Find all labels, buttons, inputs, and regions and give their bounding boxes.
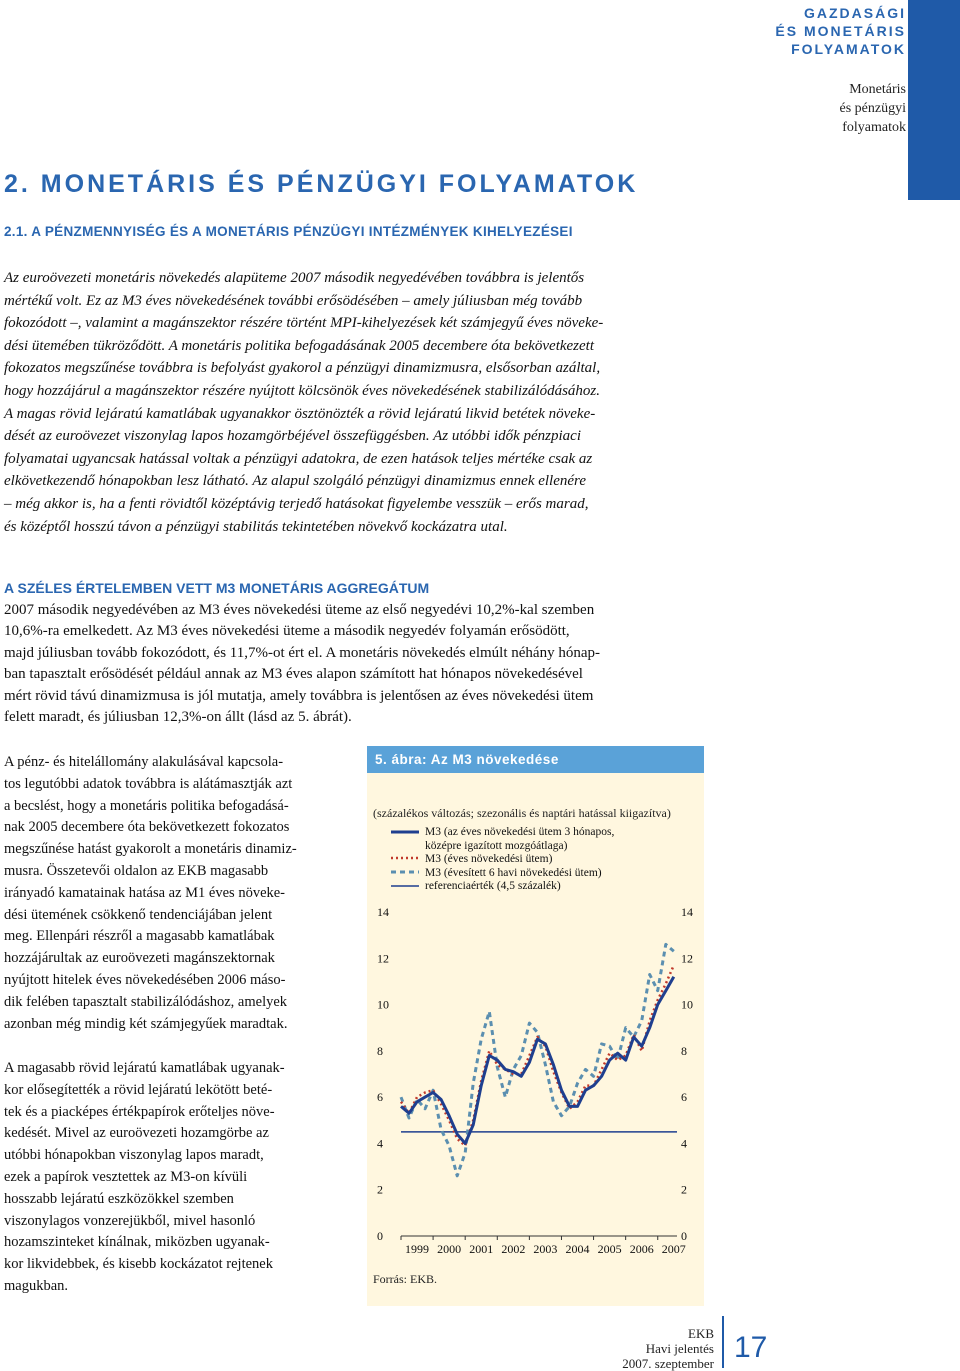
left-column-paragraph-2 (4, 1058, 345, 1298)
intro-paragraph (4, 267, 704, 538)
left-line: azonban még mindig két számjegyűek maradtak. (4, 1015, 288, 1032)
left-line: hozamszinteket kínálnak, miközben ugyanak- (4, 1234, 270, 1251)
header-section-title (775, 4, 906, 58)
header-sub-1: Monetáris (849, 82, 906, 97)
intro-line: Az euroövezeti monetáris növekedés alapüteme 2007 második negyedévében továbbra is jelentős (4, 270, 585, 286)
y-tick-label-left: 0 (377, 1229, 383, 1243)
intro-line: fokozatos megszűnése továbbra is befolyást gyakorol a pénzügyi dinamizmusra, elsősorban azáltal, (4, 360, 601, 377)
footer-publication (622, 1326, 714, 1371)
intro-line: – még akkor is, ha a fenti rövidtől középtávig terjedő hatásokat figyelembe vesszük – erős marad, (4, 495, 589, 512)
figure-box (367, 746, 704, 1306)
body-line: 2007 második negyedévében az M3 éves növekedési üteme az első negyedévi 10,2%-kal szemben (4, 602, 595, 618)
y-tick-label-right: 6 (681, 1090, 687, 1105)
y-tick-label-right: 12 (681, 951, 693, 966)
left-line: viszonylagos vonzerejükből, mivel hasonló (4, 1212, 256, 1229)
header-line-2: ÉS MONETÁRIS (775, 23, 906, 39)
intro-line: mértékű volt. Ez az M3 éves növekedésének további erősödésében – amely júliusban még tovább (4, 292, 583, 309)
y-tick-label-left: 14 (377, 905, 389, 919)
left-line: hozzájárultak az euroövezeti magánszektornak (4, 950, 275, 967)
y-tick-label-right: 10 (681, 997, 693, 1012)
x-tick-label: 2004 (565, 1242, 590, 1256)
left-line: A pénz- és hitelállomány alakulásával kapcsola- (4, 754, 284, 770)
y-tick-label-left: 2 (377, 1182, 383, 1197)
header-line-3: FOLYAMATOK (791, 41, 906, 57)
y-tick-label-left: 12 (377, 951, 389, 966)
header-line-1: GAZDASÁGI (804, 5, 906, 21)
x-tick-label: 2003 (533, 1242, 558, 1256)
y-tick-label-right: 0 (681, 1229, 687, 1243)
y-tick-label-right: 8 (681, 1043, 687, 1058)
x-tick-label: 2002 (501, 1242, 526, 1256)
left-line: tos legutóbbi adatok továbbra is alátámasztják azt (4, 775, 293, 792)
legend-label-annual: M3 (éves növekedési ütem) (425, 853, 553, 865)
left-line: kor likvidebbek, és kisebb kockázatot rejtenek (4, 1256, 273, 1273)
header-subsection (840, 80, 906, 137)
legend-label-3m-average-1: M3 (az éves növekedési ütem 3 hónapos, (425, 826, 615, 838)
body-line: mért rövid távú dinamizmusa is jól mutatja, amely továbbra is jelentősen az éves növekedési ütem (4, 687, 594, 704)
body-line: majd júliusban tovább fokozódott, és 11,7%-ot ért el. A monetáris növekedés elmúlt néhány hónap- (4, 644, 600, 661)
footer-line-2: Havi jelentés (645, 1341, 714, 1356)
legend-label-3m-average-2: középre igazított mozgóátlaga) (425, 839, 568, 852)
figure-subtitle: (százalékos változás; szezonális és naptári hatással kiigazítva) (373, 806, 671, 820)
left-line: tek és a piacképes értékpapírok erőteljes növe- (4, 1103, 275, 1120)
figure-source: Forrás: EKB. (373, 1272, 437, 1286)
plot-area (377, 905, 693, 1256)
x-tick-label: 2000 (437, 1242, 462, 1256)
intro-line: és középtől hosszú távon a pénzügyi stabilitás tekintetében növekvő kockázatra utal. (4, 518, 508, 535)
header-sub-2: és pénzügyi (839, 101, 906, 116)
header-sub-3: folyamatok (842, 120, 906, 135)
y-tick-label-left: 10 (377, 997, 389, 1012)
intro-line: elkövetkezendő hónapokban lesz látható. Az alapul szolgáló pénzügyi dinamizmus ennek ellenére (4, 473, 586, 490)
left-line: ezek a papírok vesztettek az M3-on kívüli (4, 1168, 248, 1185)
left-line: dési ütemének csökkenő tendenciájában jelent (4, 906, 273, 923)
figure-title: 5. ábra: Az M3 növekedése (367, 746, 704, 773)
left-line: hosszabb lejáratú eszközökkel szemben (4, 1190, 234, 1207)
legend-labels (425, 826, 614, 894)
left-line: nak 2005 decembere óta bekövetkezett fokozatos (4, 819, 290, 836)
intro-line: folyamatai ugyancsak hatással voltak a pénzügyi adatokra, de ezen hatások teljes mértéke csak az (4, 450, 593, 467)
page-subtitle: 2.1. A PÉNZMENNYISÉG ÉS A MONETÁRIS PÉNZÜGYI INTÉZMÉNYEK KIHELYEZÉSEI (4, 224, 573, 239)
series-line-0 (401, 977, 674, 1144)
body-line: ban tapasztalt erősödését például annak az M3 éves alapon számított hat hónapos növekedésével (4, 666, 583, 683)
left-line: utóbbi hónapokban viszonylag lapos maradt, (4, 1147, 264, 1164)
y-tick-label-right: 4 (681, 1136, 687, 1151)
legend-label-6m: M3 (évesített 6 havi növekedési ütem) (425, 866, 602, 879)
y-tick-label-left: 6 (377, 1090, 383, 1105)
x-tick-label: 2007 (661, 1242, 686, 1256)
x-tick-label: 2001 (469, 1242, 494, 1256)
y-tick-label-right: 2 (681, 1182, 687, 1197)
section-body (4, 600, 704, 728)
body-line: felett maradt, és júliusban 12,3%-on állt (lásd az 5. ábrát). (4, 709, 352, 726)
left-line: A magasabb rövid lejáratú kamatlábak ugyanak- (4, 1060, 285, 1076)
intro-line: dését az euroövezet viszonylag lapos hozamgörbéjével összefüggésben. Az utóbbi idők pénzpiaci (4, 428, 581, 445)
intro-line: hogy hozzájárul a magánszektor részére nyújtott kölcsönök éves növekedésének stabilizálódásához. (4, 382, 601, 399)
left-line: dik felében tapasztalt stabilizálódáshoz, amelyek (4, 993, 288, 1010)
footer-line-3: 2007. szeptember (622, 1356, 714, 1371)
series-line-1 (401, 965, 674, 1145)
left-line: a becslést, hogy a monetáris politika befogadásá- (4, 797, 289, 814)
intro-line: dési ütemében tükröződött. A monetáris politika befogadásának 2005 decembere óta bekövetkezett (4, 337, 595, 354)
x-tick-label: 2006 (629, 1242, 654, 1256)
y-tick-label-right: 14 (681, 905, 693, 919)
intro-line: A magas rövid lejáratú kamatlábak ugyanakkor ösztönözték a rövid lejáratú likvid betétek növeke- (4, 405, 596, 422)
left-line: kedését. Mivel az euroövezeti hozamgörbe az (4, 1125, 269, 1142)
section-tab (908, 0, 960, 200)
section-heading: A SZÉLES ÉRTELEMBEN VETT M3 MONETÁRIS AGGREGÁTUM (4, 580, 430, 596)
left-line: meg. Ellenpári részről a magasabb kamatlábak (4, 928, 275, 945)
body-line: 10,6%-ra emelkedett. Az M3 éves növekedési üteme a második negyedév folyamán erősödött, (4, 623, 570, 640)
left-column-paragraph-1 (4, 752, 345, 1035)
legend (391, 832, 419, 886)
left-line: kor elősegítették a rövid lejáratú lekötött beté- (4, 1081, 273, 1098)
left-line: irányadó kamatainak hatása az M1 éves növeke- (4, 884, 286, 901)
y-tick-label-left: 8 (377, 1043, 383, 1058)
left-line: nyújtott hitelek éves növekedésében 2006 máso- (4, 971, 286, 988)
x-tick-label: 1999 (405, 1242, 430, 1256)
left-line: megszűnése hatást gyakorolt a monetáris dinamiz- (4, 841, 297, 858)
x-tick-label: 2005 (597, 1242, 622, 1256)
page-title: 2. MONETÁRIS ÉS PÉNZÜGYI FOLYAMATOK (4, 170, 639, 198)
intro-line: fokozódott –, valamint a magánszektor részére történt MPI-kihelyezések két számjegyű éves növeke- (4, 315, 604, 332)
left-line: musra. Összetevői oldalon az EKB magasabb (4, 862, 269, 879)
left-line: magukban. (4, 1277, 69, 1294)
legend-label-reference: referenciaérték (4,5 százalék) (425, 880, 561, 892)
footer-divider (722, 1316, 724, 1368)
y-tick-label-left: 4 (377, 1136, 383, 1151)
footer-line-1: EKB (688, 1326, 714, 1341)
series-line-2 (401, 944, 674, 1175)
page-number: 17 (734, 1331, 768, 1364)
